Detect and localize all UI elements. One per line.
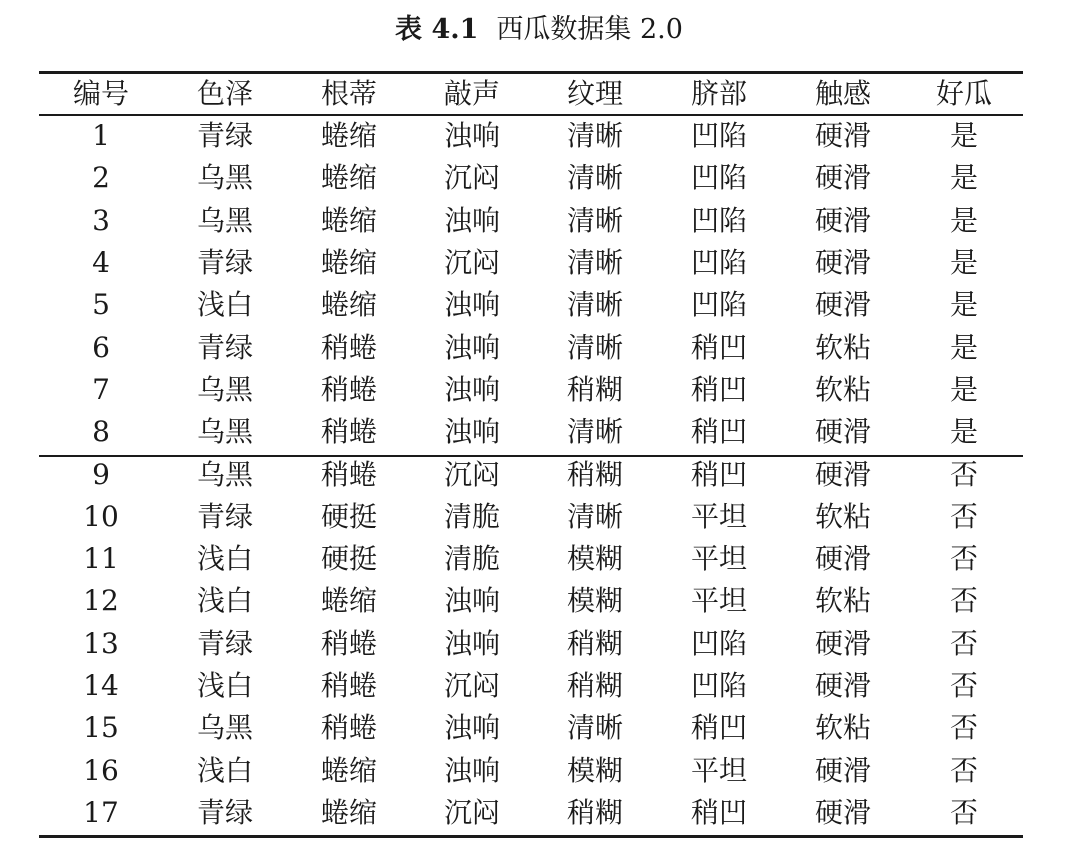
table-caption-title: 西瓜数据集 2.0: [496, 14, 683, 45]
table-row: [39, 369, 1023, 411]
table-cell: 乌黑: [196, 372, 253, 406]
table-cell: 青绿: [196, 795, 253, 829]
table-cell: 乌黑: [196, 457, 253, 491]
table-cell: 15: [83, 711, 119, 745]
table-row: [39, 326, 1023, 368]
table-header-row: [39, 74, 1023, 114]
table-cell: 否: [949, 542, 978, 576]
table-row: [39, 665, 1023, 707]
table-cell: 硬滑: [814, 795, 871, 829]
table-cell: 1: [92, 119, 110, 153]
table-cell: 否: [949, 795, 978, 829]
table-cell: 硬滑: [814, 669, 871, 702]
header-cell: 触感: [814, 77, 871, 110]
table-cell: 乌黑: [196, 203, 253, 237]
table-cell: 浅白: [196, 584, 253, 618]
table-cell: 浊响: [443, 372, 500, 406]
table-cell: 青绿: [196, 330, 253, 364]
table-cell: 否: [949, 499, 978, 533]
table-cell: 清晰: [566, 246, 623, 280]
table-cell: 浊响: [443, 626, 500, 660]
table-cell: 浅白: [196, 669, 253, 702]
table-cell: 蜷缩: [320, 795, 377, 829]
table-cell: 清晰: [566, 330, 623, 364]
table-cell: 稍凹: [690, 711, 747, 745]
table-cell: 模糊: [566, 542, 623, 576]
table-cell: 17: [83, 795, 119, 829]
table-cell: 稍凹: [690, 372, 747, 406]
table-cell: 青绿: [196, 119, 253, 153]
table-cell: 乌黑: [196, 711, 253, 745]
table-caption: [0, 14, 1078, 46]
table-cell: 是: [949, 415, 978, 449]
table-cell: 稍凹: [690, 330, 747, 364]
table-cell: 凹陷: [690, 246, 747, 280]
table-cell: 沉闷: [443, 161, 500, 195]
table-cell: 蜷缩: [320, 161, 377, 195]
table-cell: 浊响: [443, 119, 500, 153]
table-cell: 软粘: [814, 584, 871, 618]
table-cell: 7: [92, 372, 110, 406]
table-cell: 是: [949, 119, 978, 153]
table-row: [39, 496, 1023, 538]
table-cell: 5: [92, 288, 110, 322]
table-cell: 否: [949, 457, 978, 491]
table-cell: 是: [949, 161, 978, 195]
table-cell: 6: [92, 330, 110, 364]
table-cell: 否: [949, 584, 978, 618]
table-cell: 乌黑: [196, 161, 253, 195]
table-cell: 浊响: [443, 415, 500, 449]
table-cell: 浊响: [443, 288, 500, 322]
table-cell: 10: [83, 499, 119, 533]
table-cell: 平坦: [690, 753, 747, 787]
table-cell: 浊响: [443, 753, 500, 787]
header-cell: 纹理: [566, 77, 623, 110]
table-cell: 否: [949, 626, 978, 660]
table-cell: 凹陷: [690, 119, 747, 153]
table-cell: 稍蜷: [320, 330, 377, 364]
table-cell: 清脆: [443, 542, 500, 576]
header-cell: 编号: [72, 77, 129, 110]
table-cell: 11: [83, 542, 119, 576]
table-cell: 硬挺: [320, 499, 377, 533]
table-cell: 稍糊: [566, 669, 623, 702]
table-cell: 凹陷: [690, 288, 747, 322]
table-row: [39, 453, 1023, 495]
table-cell: 浊响: [443, 203, 500, 237]
table-row: [39, 707, 1023, 749]
table-cell: 硬滑: [814, 626, 871, 660]
table-cell: 沉闷: [443, 246, 500, 280]
table-cell: 稍蜷: [320, 457, 377, 491]
table-cell: 稍蜷: [320, 626, 377, 660]
table-cell: 13: [83, 626, 119, 660]
table-row: [39, 284, 1023, 326]
header-cell: 敲声: [443, 77, 500, 110]
table-cell: 蜷缩: [320, 753, 377, 787]
table-cell: 清晰: [566, 161, 623, 195]
table-cell: 清晰: [566, 499, 623, 533]
table-cell: 浊响: [443, 330, 500, 364]
table-cell: 稍糊: [566, 457, 623, 491]
table-cell: 模糊: [566, 584, 623, 618]
table-cell: 稍蜷: [320, 415, 377, 449]
table-cell: 蜷缩: [320, 203, 377, 237]
table-cell: 硬滑: [814, 542, 871, 576]
table-cell: 清晰: [566, 119, 623, 153]
table-row: [39, 200, 1023, 242]
header-cell: 脐部: [690, 77, 747, 110]
table-cell: 模糊: [566, 753, 623, 787]
table-cell: 稍糊: [566, 372, 623, 406]
table-cell: 浅白: [196, 542, 253, 576]
table-cell: 乌黑: [196, 415, 253, 449]
table-caption-label: 表 4.1: [395, 14, 479, 45]
table-cell: 平坦: [690, 542, 747, 576]
table-cell: 青绿: [196, 626, 253, 660]
table-cell: 稍糊: [566, 795, 623, 829]
header-cell: 色泽: [196, 77, 253, 110]
table-cell: 蜷缩: [320, 246, 377, 280]
table-row: [39, 538, 1023, 580]
table-cell: 清脆: [443, 499, 500, 533]
table-cell: 否: [949, 753, 978, 787]
table-cell: 软粘: [814, 711, 871, 745]
table-cell: 8: [92, 415, 110, 449]
table-cell: 浊响: [443, 584, 500, 618]
table-row: [39, 623, 1023, 665]
header-cell: 根蒂: [320, 77, 377, 110]
table-cell: 16: [83, 753, 119, 787]
table-cell: 青绿: [196, 499, 253, 533]
table-cell: 平坦: [690, 584, 747, 618]
table-cell: 是: [949, 330, 978, 364]
table-cell: 稍糊: [566, 626, 623, 660]
table-cell: 凹陷: [690, 669, 747, 702]
table-cell: 硬滑: [814, 119, 871, 153]
table-cell: 是: [949, 203, 978, 237]
table-cell: 稍凹: [690, 415, 747, 449]
table-cell: 沉闷: [443, 795, 500, 829]
watermelon-data-table: [39, 74, 1023, 834]
table-cell: 硬挺: [320, 542, 377, 576]
table-cell: 稍凹: [690, 795, 747, 829]
table-cell: 软粘: [814, 499, 871, 533]
table-cell: 软粘: [814, 372, 871, 406]
table-cell: 稍蜷: [320, 669, 377, 702]
table-cell: 稍蜷: [320, 372, 377, 406]
table-cell: 是: [949, 372, 978, 406]
table-cell: 硬滑: [814, 457, 871, 491]
table-cell: 平坦: [690, 499, 747, 533]
table-cell: 硬滑: [814, 415, 871, 449]
table-cell: 硬滑: [814, 288, 871, 322]
table-cell: 12: [83, 584, 119, 618]
table-cell: 沉闷: [443, 457, 500, 491]
table-row: [39, 749, 1023, 791]
table-bottom-rule: [39, 835, 1023, 838]
table-cell: 软粘: [814, 330, 871, 364]
table-cell: 凹陷: [690, 161, 747, 195]
table-row: [39, 792, 1023, 834]
table-row: [39, 242, 1023, 284]
table-row: [39, 115, 1023, 157]
table-cell: 4: [92, 246, 110, 280]
table-cell: 浅白: [196, 753, 253, 787]
table-cell: 稍凹: [690, 457, 747, 491]
table-cell: 清晰: [566, 288, 623, 322]
table-cell: 清晰: [566, 203, 623, 237]
table-cell: 硬滑: [814, 161, 871, 195]
table-cell: 2: [92, 161, 110, 195]
table-cell: 凹陷: [690, 626, 747, 660]
table-cell: 沉闷: [443, 669, 500, 702]
table-body: [39, 115, 1023, 834]
table-cell: 否: [949, 711, 978, 745]
table-cell: 是: [949, 288, 978, 322]
table-cell: 凹陷: [690, 203, 747, 237]
table-cell: 9: [92, 457, 110, 491]
table-cell: 硬滑: [814, 753, 871, 787]
table-cell: 硬滑: [814, 203, 871, 237]
table-cell: 硬滑: [814, 246, 871, 280]
table-cell: 否: [949, 669, 978, 702]
header-cell: 好瓜: [935, 77, 992, 110]
table-row: [39, 411, 1023, 453]
table-cell: 蜷缩: [320, 119, 377, 153]
table-cell: 稍蜷: [320, 711, 377, 745]
table-cell: 浊响: [443, 711, 500, 745]
table-cell: 3: [92, 203, 110, 237]
table-cell: 清晰: [566, 415, 623, 449]
table-cell: 蜷缩: [320, 288, 377, 322]
table-row: [39, 157, 1023, 199]
table-cell: 是: [949, 246, 978, 280]
table-cell: 清晰: [566, 711, 623, 745]
table-cell: 青绿: [196, 246, 253, 280]
table-cell: 蜷缩: [320, 584, 377, 618]
table-row: [39, 580, 1023, 622]
table-cell: 14: [83, 669, 119, 702]
table-cell: 浅白: [196, 288, 253, 322]
